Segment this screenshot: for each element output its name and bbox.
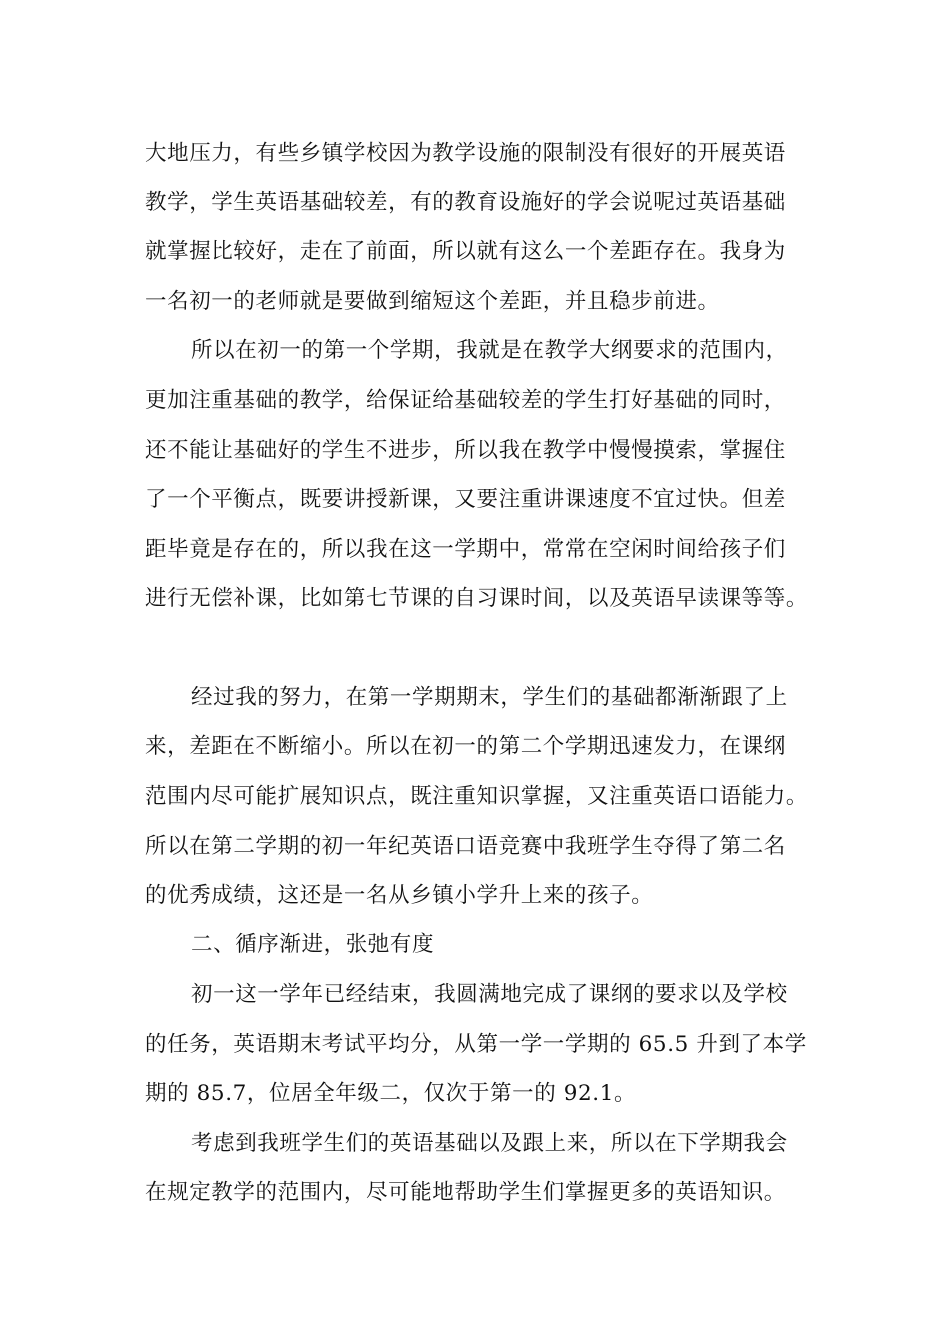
text-line: 范围内尽可能扩展知识点，既注重知识掌握，又注重英语口语能力。 xyxy=(145,784,809,809)
text-line: 距毕竟是存在的，所以我在这一学期中，常常在空闲时间给孩子们 xyxy=(145,537,786,562)
text-line: 进行无偿补课，比如第七节课的自习课时间，以及英语早读课等等。 xyxy=(145,586,809,611)
text-line: 更加注重基础的教学，给保证给基础较差的学生打好基础的同时， xyxy=(145,388,786,413)
paragraph-first-line: 初一这一学年已经结束，我圆满地完成了课纲的要求以及学校 xyxy=(191,982,788,1007)
text-line: 来，差距在不断缩小。所以在初一的第二个学期迅速发力，在课纲 xyxy=(145,734,786,759)
text-line: 一名初一的老师就是要做到缩短这个差距，并且稳步前进。 xyxy=(145,289,720,314)
text-line: 所以在第二学期的初一年纪英语口语竞赛中我班学生夺得了第二名 xyxy=(145,834,786,859)
text-line: 大地压力，有些乡镇学校因为教学设施的限制没有很好的开展英语 xyxy=(145,141,786,166)
text-line: 的任务，英语期末考试平均分，从第一学一学期的 65.5 升到了本学 xyxy=(145,1032,807,1057)
paragraph-first-line: 经过我的努力，在第一学期期末，学生们的基础都渐渐跟了上 xyxy=(191,685,788,710)
section-heading: 二、循序渐进，张弛有度 xyxy=(191,932,435,957)
text-line: 在规定教学的范围内，尽可能地帮助学生们掌握更多的英语知识。 xyxy=(145,1180,786,1205)
text-line: 还不能让基础好的学生不进步，所以我在教学中慢慢摸索，掌握住 xyxy=(145,438,786,463)
paragraph-first-line: 考虑到我班学生们的英语基础以及跟上来，所以在下学期我会 xyxy=(191,1131,788,1156)
text-line: 教学，学生英语基础较差，有的教育设施好的学会说呢过英语基础 xyxy=(145,190,786,215)
text-line: 了一个平衡点，既要讲授新课，又要注重讲课速度不宜过快。但差 xyxy=(145,487,786,512)
paragraph-first-line: 所以在初一的第一个学期，我就是在教学大纲要求的范围内， xyxy=(191,338,788,363)
text-line: 期的 85.7，位居全年级二，仅次于第一的 92.1。 xyxy=(145,1081,637,1106)
text-line: 就掌握比较好，走在了前面，所以就有这么一个差距存在。我身为 xyxy=(145,239,786,264)
text-line: 的优秀成绩，这还是一名从乡镇小学升上来的孩子。 xyxy=(145,883,654,908)
